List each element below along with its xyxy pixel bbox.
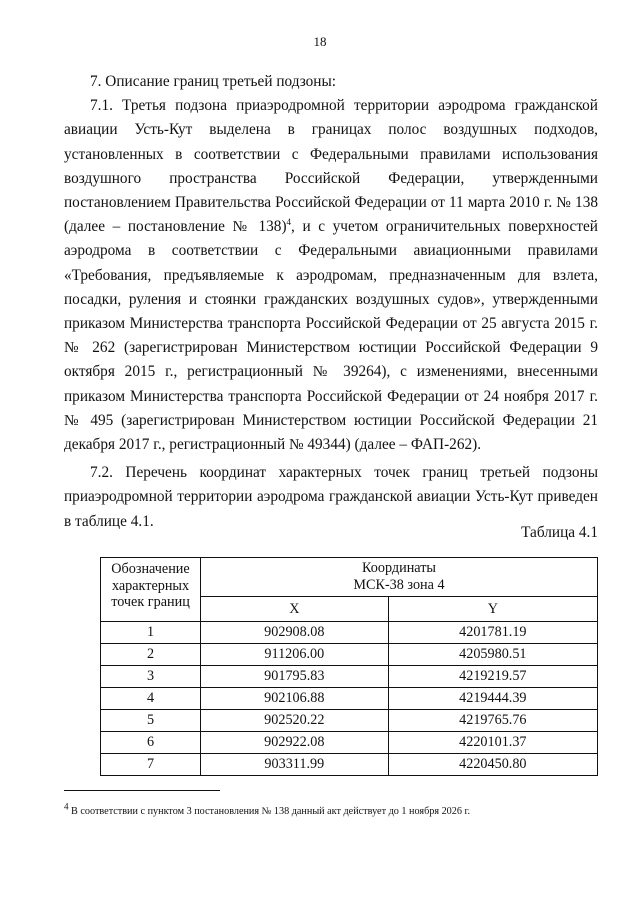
cell-y: 4205980.51 [388, 644, 597, 666]
footnote-number: 4 [64, 801, 69, 812]
footnote [64, 801, 604, 818]
paragraph-7-1 [64, 94, 598, 457]
cell-y: 4220101.37 [388, 732, 597, 754]
table-row [101, 754, 598, 776]
page-number: 18 [313, 34, 327, 49]
body-text [64, 70, 598, 534]
cell-y: 4219444.39 [388, 688, 597, 710]
table-row [101, 622, 598, 644]
cell-point: 5 [101, 710, 201, 732]
paragraph-7-1-continued: , и с учетом ограничительных поверхностей аэродрома в соответствии с Федеральными авиационными правилами «Требования, предъявляемые к аэродромам, предназначенным для взлета, посадки, руления и стоянки гражданских воздушных судов», утвержденными приказом Министерства транспорта Российской Федерации от 25 августа 2015 г. № 262 (зарегистрирован Министерством юстиции Российской Федерации 9 октября 2015 г., регистрационный № 39264), с изменениями, внесенными приказом Министерства транспорта Российской Федерации от 24 ноября 2017 г. № 495 (зарегистрирован Министерством юстиции Российской Федерации 21 декабря 2017 г., регистрационный № 49344) (далее – ФАП-262). [64, 218, 598, 454]
cell-x: 902922.08 [201, 732, 389, 754]
paragraph-7-1-text: 7.1. Третья подзона приаэродромной территории аэродрома гражданской авиации Усть-Кут выделена в границах полос воздушных подходов, установленных в соответствии с Федеральными правилами использования воздушного пространства Российской Федерации, утвержденными постановлением Правительства Российской Федерации от 11 марта 2010 г. № 138 (далее – постановление № 138) [64, 97, 598, 236]
cell-y: 4220450.80 [388, 754, 597, 776]
cell-x: 903311.99 [201, 754, 389, 776]
header-y: Y [388, 597, 597, 622]
cell-point: 1 [101, 622, 201, 644]
table-row [101, 666, 598, 688]
cell-point: 6 [101, 732, 201, 754]
cell-y: 4219765.76 [388, 710, 597, 732]
table-row [101, 732, 598, 754]
footnote-text: В соответствии с пунктом 3 постановления № 138 данный акт действует до 1 ноября 2026 г. [68, 806, 471, 817]
cell-x: 902520.22 [201, 710, 389, 732]
header-points [101, 558, 201, 622]
table-row [101, 644, 598, 666]
footnote-ref: 4 [286, 217, 292, 228]
header-points-line1: Обозначение [111, 561, 190, 577]
cell-y: 4201781.19 [388, 622, 597, 644]
section-heading: 7. Описание границ третьей подзоны: [90, 73, 337, 90]
table-caption: Таблица 4.1 [521, 524, 598, 541]
cell-point: 4 [101, 688, 201, 710]
table-row [101, 688, 598, 710]
cell-point: 7 [101, 754, 201, 776]
cell-x: 902106.88 [201, 688, 389, 710]
coordinates-table [100, 557, 598, 776]
cell-x: 902908.08 [201, 622, 389, 644]
footnote-divider [64, 790, 220, 791]
cell-point: 3 [101, 666, 201, 688]
header-coordinates-line2: МСК-38 зона 4 [353, 577, 445, 594]
cell-x: 911206.00 [201, 644, 389, 666]
table-row [101, 710, 598, 732]
header-coordinates-line1: Координаты [362, 560, 436, 577]
header-points-line2: характерных [111, 577, 190, 594]
header-coordinates [201, 558, 598, 597]
paragraph-7-2: 7.2. Перечень координат характерных точек границ третьей подзоны приаэродромной территории аэродрома гражданской авиации Усть-Кут приведен в таблице 4.1. [64, 464, 598, 530]
cell-point: 2 [101, 644, 201, 666]
cell-y: 4219219.57 [388, 666, 597, 688]
header-points-line3: точек границ [111, 594, 190, 610]
header-x: X [201, 597, 389, 622]
cell-x: 901795.83 [201, 666, 389, 688]
